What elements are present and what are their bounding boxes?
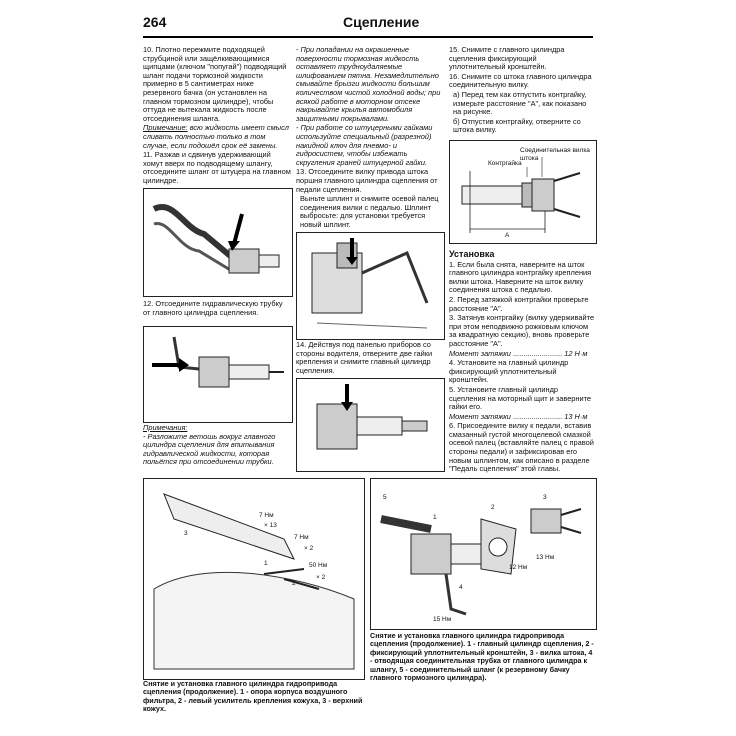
step-13: 13. Отсоедините вилку привода штока поршня главного цилиндра сцепления от педали сцепления. [296, 167, 438, 194]
label-fork: Соединительная вилка штока [520, 147, 590, 162]
parts-label-4: 4 [459, 584, 463, 591]
note-2 [143, 424, 291, 467]
torque-2: Момент затяжки ........................ 13 Н·м [449, 411, 588, 421]
torque-1-label: Момент затяжки [449, 348, 511, 358]
note-2-text: - Разложите ветошь вокруг главного цилиндра сцепления для впитывания гидравлической жидкости, которая польётся при отсоединении трубки. [143, 431, 276, 467]
page-title: Сцепление [343, 14, 420, 30]
column-1 [143, 46, 291, 187]
figure-pedal-fork [296, 232, 445, 340]
cowl-label-1: 1 [264, 560, 268, 567]
hydraulic-tube-drawing [144, 327, 292, 422]
torque-2-value: 13 Н·м [564, 411, 588, 421]
column-3b [449, 246, 595, 475]
figure-master-cylinder-parts [370, 478, 597, 630]
page-header [143, 14, 593, 34]
column-1c [143, 424, 291, 468]
caption-parts: Снятие и установка главного цилиндра гидропривода сцепления (продолжение). 1 - главный цилиндр сцепления, 2 - фиксирующий уплотнительный кронштейн, 3 - вилка штока, 4 - отводящая соединительная трубка от главного цилиндра к шлангу, 5 - соединительный шланг (к резервному бачку главного тормозного цилиндра). [370, 631, 594, 683]
master-cylinder-parts-drawing [371, 479, 596, 629]
note-2-label: Примечания: [143, 423, 188, 432]
cowl-label-2: 2 [292, 580, 296, 587]
parts-label-5: 5 [383, 494, 387, 501]
step-16b: б) Отпустив контргайку, отверните со штока вилку. [453, 116, 581, 135]
parts-label-13nm: 13 Нм [536, 554, 555, 561]
figure-hose-clamp [143, 188, 293, 297]
torque-1-value: 12 Н·м [564, 348, 588, 358]
torque-1: Момент затяжки ........................ 12 Н·м [449, 348, 588, 358]
note-1-label: Примечание: [143, 123, 188, 133]
parts-label-3: 3 [543, 494, 547, 501]
step-16: 16. Снимите со штока главного цилиндра соединительную вилку. [449, 71, 592, 90]
caption-cowl: Снятие и установка главного цилиндра гидропривода сцепления (продолжение). 1 - опора корпуса воздушного фильтра, 2 - левый усилитель крепления кожуха, 3 - верхний кожух. [143, 679, 363, 714]
step-15: 15. Снимите с главного цилиндра сцепления фиксирующий уплотнительный кронштейн. [449, 45, 565, 72]
cowl-label-50nm: 50 Нм [309, 562, 328, 569]
parts-label-12nm: 12 Нм [509, 564, 528, 571]
master-cylinder-drawing [297, 379, 444, 471]
install-1: 1. Если была снята, наверните на шток главного цилиндра контргайку крепления вилки штока. Наверните на шток вилку соединения штока с педалью. [449, 259, 592, 295]
step-11: 11. Разжав и сдвинув удерживающий хомут вверх по подводящему шлангу, отсоедините шланг от штуцера на главном цилиндре. [143, 150, 291, 185]
pedal-fork-drawing [297, 233, 444, 339]
figure-cowl-removal [143, 478, 365, 680]
cowl-label-7nm-a: 7 Нм [259, 512, 274, 519]
note-1-text: всю жидкость имеет смысл сливать полностью только в том случае, если подошёл срок её замены. [143, 123, 289, 150]
column-1b [143, 300, 291, 318]
step-16a: а) Перед тем как отпустить контргайку, измерьте расстояние "А", как показано на рисунке. [453, 89, 587, 117]
install-4: 4. Установите на главный цилиндр фиксирующий уплотнительный кронштейн. [449, 358, 569, 385]
figure-distance-a [449, 140, 597, 244]
install-5: 5. Установите главный цилиндр сцепления на моторный щит и заверните гайки его. [449, 384, 592, 412]
torque-2-label: Момент затяжки [449, 411, 511, 421]
page-number: 264 [143, 14, 167, 30]
note-1 [143, 124, 291, 150]
install-heading: Установка [449, 249, 495, 259]
column-2 [296, 46, 443, 230]
column-2b [296, 341, 443, 376]
label-a: A [505, 232, 510, 239]
step-10: 10. Плотно пережмите подходящей струбциной или защёлкивающимися щипцами (ключом "попугай") подводящий шланг подачи тормозной жидкости примерно в 5 сантиметрах ниже резервного бачка (он установлен на главном тормозном цилиндре), чтобы оттуда не вытекала жидкость после отсоединения шланга. [143, 45, 287, 123]
hose-clamp-drawing [144, 189, 292, 296]
step-13-detail: Выньте шплинт и снимите осевой палец соединения вилки с педалью. Шплинт выбросьте: для установки требуется новый шплинт. [300, 194, 439, 229]
header-rule [143, 36, 593, 38]
cowl-removal-drawing [144, 479, 364, 679]
parts-label-1: 1 [433, 514, 437, 521]
figure-master-cylinder [296, 378, 445, 472]
install-2: 2. Перед затяжкой контргайки проверьте расстояние "А". [449, 294, 589, 313]
cowl-label-7nm-b: 7 Нм [294, 534, 309, 541]
cowl-label-3: 3 [184, 530, 188, 537]
step-12: 12. Отсоедините гидравлическую трубку от главного цилиндра сцепления. [143, 299, 283, 317]
cowl-label-x2-b: × 2 [316, 574, 326, 581]
column-3 [449, 46, 595, 136]
warning-paint: - При попадании на окрашенные поверхности тормозная жидкость оставляет трудноудаляемые шлифованием пятна. Незамедлительно смывайте брызги жидкости большим количеством чистой холодной воды; при всякой работе в моторном отсеке накрывайте крылья автомобиля защитными покрывалами. [296, 45, 441, 123]
install-6: 6. Присоедините вилку к педали, вставив смазанный густой многоцелевой смазкой осевой палец (вставляйте палец с правой стороны педали) и зафиксировав его новым шплинтом, как описано в разделе "Педаль сцепления" этой главы. [449, 421, 594, 474]
cowl-label-x2-a: × 2 [304, 545, 314, 552]
figure-hydraulic-tube [143, 326, 293, 423]
step-14: 14. Действуя под панелью приборов со стороны водителя, отверните две гайки крепления и снимите главный цилиндр сцепления. [296, 340, 433, 375]
cowl-label-x13: × 13 [264, 522, 277, 529]
install-3: 3. Затянув контргайку (вилку удерживайте при этом неподвижно рожковым ключом за квадратную секцию), вновь проверьте расстояние "А". [449, 313, 595, 348]
parts-label-15nm: 15 Нм [433, 616, 452, 623]
label-locknut: Контргайка [488, 160, 522, 167]
parts-label-2: 2 [491, 504, 495, 511]
warning-wrench: - При работе со штуцерными гайками используйте специальный (разрезной) накидной ключ для пневмо- и гидросистем, чтобы избежать скругления граней штуцерной гайки. [296, 123, 433, 167]
